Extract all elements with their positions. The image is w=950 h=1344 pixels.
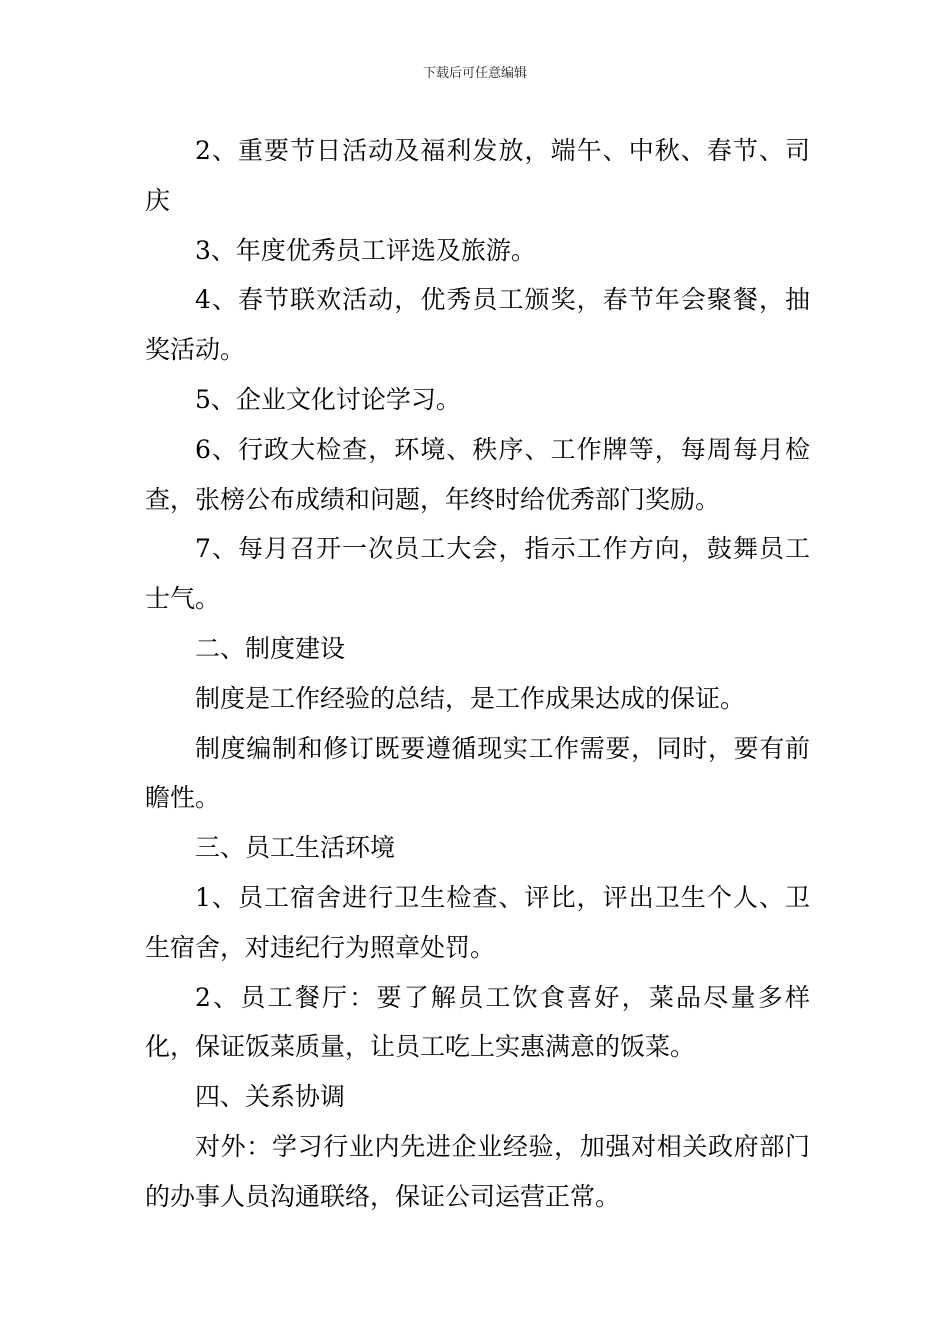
paragraph-system-revision: 制度编制和修订既要遵循现实工作需要，同时，要有前瞻性。 xyxy=(145,733,810,813)
paragraph-system-summary: 制度是工作经验的总结，是工作成果达成的保证。 xyxy=(195,683,746,713)
paragraph-item-3-annual-awards: 3、年度优秀员工评选及旅游。 xyxy=(195,235,536,265)
document-body xyxy=(145,126,810,1222)
paragraph-canteen: 2、员工餐厅：要了解员工饮食喜好，菜品尽量多样化，保证饭菜质量，让员工吃上实惠满意的饭菜。 xyxy=(145,982,810,1062)
paragraph-item-2-holidays: 2、重要节日活动及福利发放，端午、中秋、春节、司庆 xyxy=(145,136,810,215)
paragraph-item-5-culture-study: 5、企业文化讨论学习。 xyxy=(195,384,461,414)
paragraph-item-6-inspection: 6、行政大检查，环境、秩序、工作牌等，每周每月检查，张榜公布成绩和问题，年终时给优秀部门奖励。 xyxy=(145,434,810,514)
paragraph-item-4-spring-festival: 4、春节联欢活动，优秀员工颁奖，春节年会聚餐，抽奖活动。 xyxy=(145,285,810,365)
section-heading-living-environment: 三、员工生活环境 xyxy=(195,833,396,863)
paragraph-dormitory: 1、员工宿舍进行卫生检查、评比，评出卫生个人、卫生宿舍，对违纪行为照章处罚。 xyxy=(145,882,810,962)
paragraph-external-relations: 对外：学习行业内先进企业经验，加强对相关政府部门的办事人员沟通联络，保证公司运营正常。 xyxy=(145,1131,810,1211)
section-heading-system-building: 二、制度建设 xyxy=(195,633,346,663)
page-header-note: 下载后可任意编辑 xyxy=(422,66,527,81)
paragraph-item-7-staff-meeting: 7、每月召开一次员工大会，指示工作方向，鼓舞员工士气。 xyxy=(145,534,810,614)
section-heading-relations: 四、关系协调 xyxy=(195,1082,346,1112)
